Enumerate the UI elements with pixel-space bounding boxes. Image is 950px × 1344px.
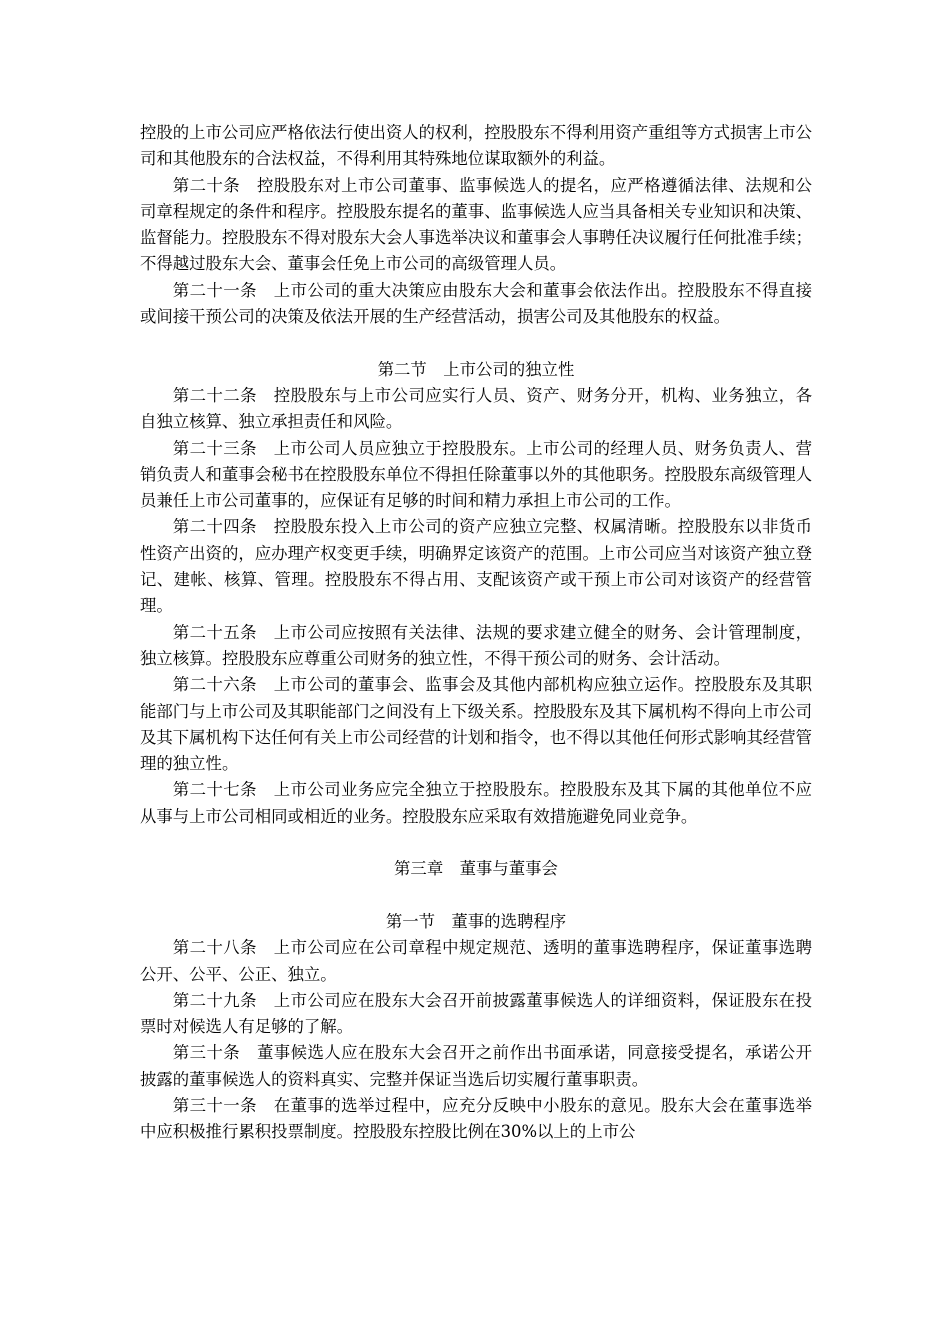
document-page [140, 120, 812, 1146]
section-title-independence: 第二节 上市公司的独立性 [377, 359, 575, 379]
paragraph-article-22: 第二十二条 控股股东与上市公司应实行人员、资产、财务分开，机构、业务独立，各自独立核算、独立承担责任和风险。 [140, 385, 812, 432]
paragraph-article-30: 第三十条 董事候选人应在股东大会召开之前作出书面承诺，同意接受提名，承诺公开披露的董事候选人的资料真实、完整并保证当选后切实履行董事职责。 [140, 1043, 812, 1089]
paragraph-article-26: 第二十六条 上市公司的董事会、监事会及其他内部机构应独立运作。控股股东及其职能部门与上市公司及其职能部门之间没有上下级关系。控股股东及其下属机构不得向上市公司及其下属机构下达任何有关上市公司经营的计划和指令，也不得以其他任何形式影响其经营管理的独立性。 [140, 675, 813, 774]
blank-line [140, 883, 812, 909]
blank-line [140, 330, 812, 356]
paragraph-article-27: 第二十七条 上市公司业务应完全独立于控股股东。控股股东及其下属的其他单位不应从事与上市公司相同或相近的业务。控股股东应采取有效措施避免同业竞争。 [140, 780, 812, 826]
chapter-title-directors: 第三章 董事与董事会 [394, 859, 558, 879]
paragraph-continuation: 控股的上市公司应严格依法行使出资人的权利，控股股东不得利用资产重组等方式损害上市公司和其他股东的合法权益，不得利用其特殊地位谋取额外的利益。 [140, 123, 813, 169]
paragraph-article-29: 第二十九条 上市公司应在股东大会召开前披露董事候选人的详细资料，保证股东在投票时对候选人有足够的了解。 [140, 990, 812, 1037]
blank-line [140, 830, 812, 856]
paragraph-article-31: 第三十一条 在董事的选举过程中，应充分反映中小股东的意见。股东大会在董事选举中应积极推行累积投票制度。控股股东控股比例在30%以上的上市公 [140, 1095, 812, 1142]
paragraph-article-28: 第二十八条 上市公司应在公司章程中规定规范、透明的董事选聘程序，保证董事选聘公开、公平、公正、独立。 [140, 938, 812, 984]
section-title-director-selection: 第一节 董事的选聘程序 [385, 911, 567, 931]
paragraph-article-23: 第二十三条 上市公司人员应独立于控股股东。上市公司的经理人员、财务负责人、营销负责人和董事会秘书在控股股东单位不得担任除董事以外的其他职务。控股股东高级管理人员兼任上市公司董事的，应保证有足够的时间和精力承担上市公司的工作。 [140, 438, 813, 511]
paragraph-article-20: 第二十条 控股股东对上市公司董事、监事候选人的提名，应严格遵循法律、法规和公司章程规定的条件和程序。控股股东提名的董事、监事候选人应当具备相关专业知识和决策、监督能力。控股股东不得对股东大会人事选举决议和董事会人事聘任决议履行任何批准手续；不得越过股东大会、董事会任免上市公司的高级管理人员。 [140, 175, 813, 274]
paragraph-article-21: 第二十一条 上市公司的重大决策应由股东大会和董事会依法作出。控股股东不得直接或间接干预公司的决策及依法开展的生产经营活动，损害公司及其他股东的权益。 [140, 280, 812, 327]
paragraph-article-25: 第二十五条 上市公司应按照有关法律、法规的要求建立健全的财务、会计管理制度，独立核算。控股股东应尊重公司财务的独立性，不得干预公司的财务、会计活动。 [140, 622, 812, 668]
paragraph-article-24: 第二十四条 控股股东投入上市公司的资产应独立完整、权属清晰。控股股东以非货币性资产出资的，应办理产权变更手续，明确界定该资产的范围。上市公司应当对该资产独立登记、建帐、核算、管理。控股股东不得占用、支配该资产或干预上市公司对该资产的经营管理。 [140, 517, 813, 616]
